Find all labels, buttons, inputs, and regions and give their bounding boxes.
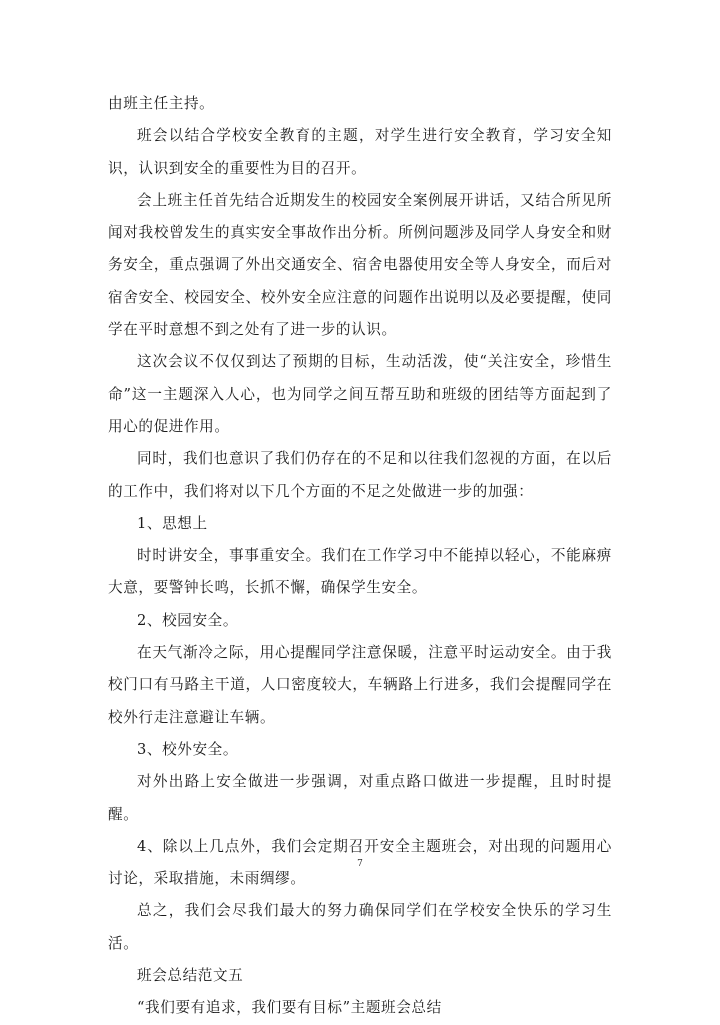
section-heading: 3、校外安全。 [137, 740, 239, 758]
section-title: 班会总结范文五 [137, 967, 244, 985]
paragraph: 4、除以上几点外，我们会定期召开安全主题班会，对出现的问题用心讨论，采取措施，未雨绸缪。 [108, 837, 612, 888]
paragraph: 对外出路上安全做进一步强调，对重点路口做进一步提醒，且时时提醒。 [108, 773, 612, 823]
section-heading: 1、思想上 [137, 514, 208, 532]
paragraph: 总之，我们会尽我们最大的努力确保同学们在学校安全快乐的学习生活。 [108, 902, 612, 952]
paragraph: 会上班主任首先结合近期发生的校园安全案例展开讲话，又结合所见所闻对我校曾发生的真实安全事故作出分析。所例问题涉及同学人身安全和财务安全，重点强调了外出交通安全、宿舍电器使用安全等人身安全，而后对宿舍安全、校园安全、校外安全应注意的问题作出说明以及必要提醒，使同学在平时意想不到之处有了进一步的认识。 [108, 191, 612, 339]
paragraph: 时时讲安全，事事重安全。我们在工作学习中不能掉以轻心，不能麻痹大意，要警钟长鸣，长抓不懈，确保学生安全。 [108, 547, 612, 597]
paragraph: 由班主任主持。 [108, 95, 215, 112]
section-heading: 2、校园安全。 [137, 611, 239, 629]
paragraph: 在天气渐冷之际，用心提醒同学注意保暖，注意平时运动安全。由于我校门口有马路主干道，人口密度较大，车辆路上行进多，我们会提醒同学在校外行走注意避让车辆。 [108, 644, 612, 726]
paragraph: 班会以结合学校安全教育的主题，对学生进行安全教育，学习安全知识，认识到安全的重要性为目的召开。 [108, 127, 612, 177]
page-number: 7 [357, 859, 363, 869]
document-body [108, 88, 612, 1025]
paragraph: 这次会议不仅仅到达了预期的目标，生动活泼，使“关注安全，珍惜生命”这一主题深入人心，也为同学之间互帮互助和班级的团结等方面起到了用心的促进作用。 [108, 353, 612, 435]
paragraph: 同时，我们也意识了我们仍存在的不足和以往我们忽视的方面，在以后的工作中，我们将对以下几个方面的不足之处做进一步的加强： [108, 450, 612, 500]
section-title: “我们要有追求，我们要有目标”主题班会总结 [137, 999, 442, 1017]
